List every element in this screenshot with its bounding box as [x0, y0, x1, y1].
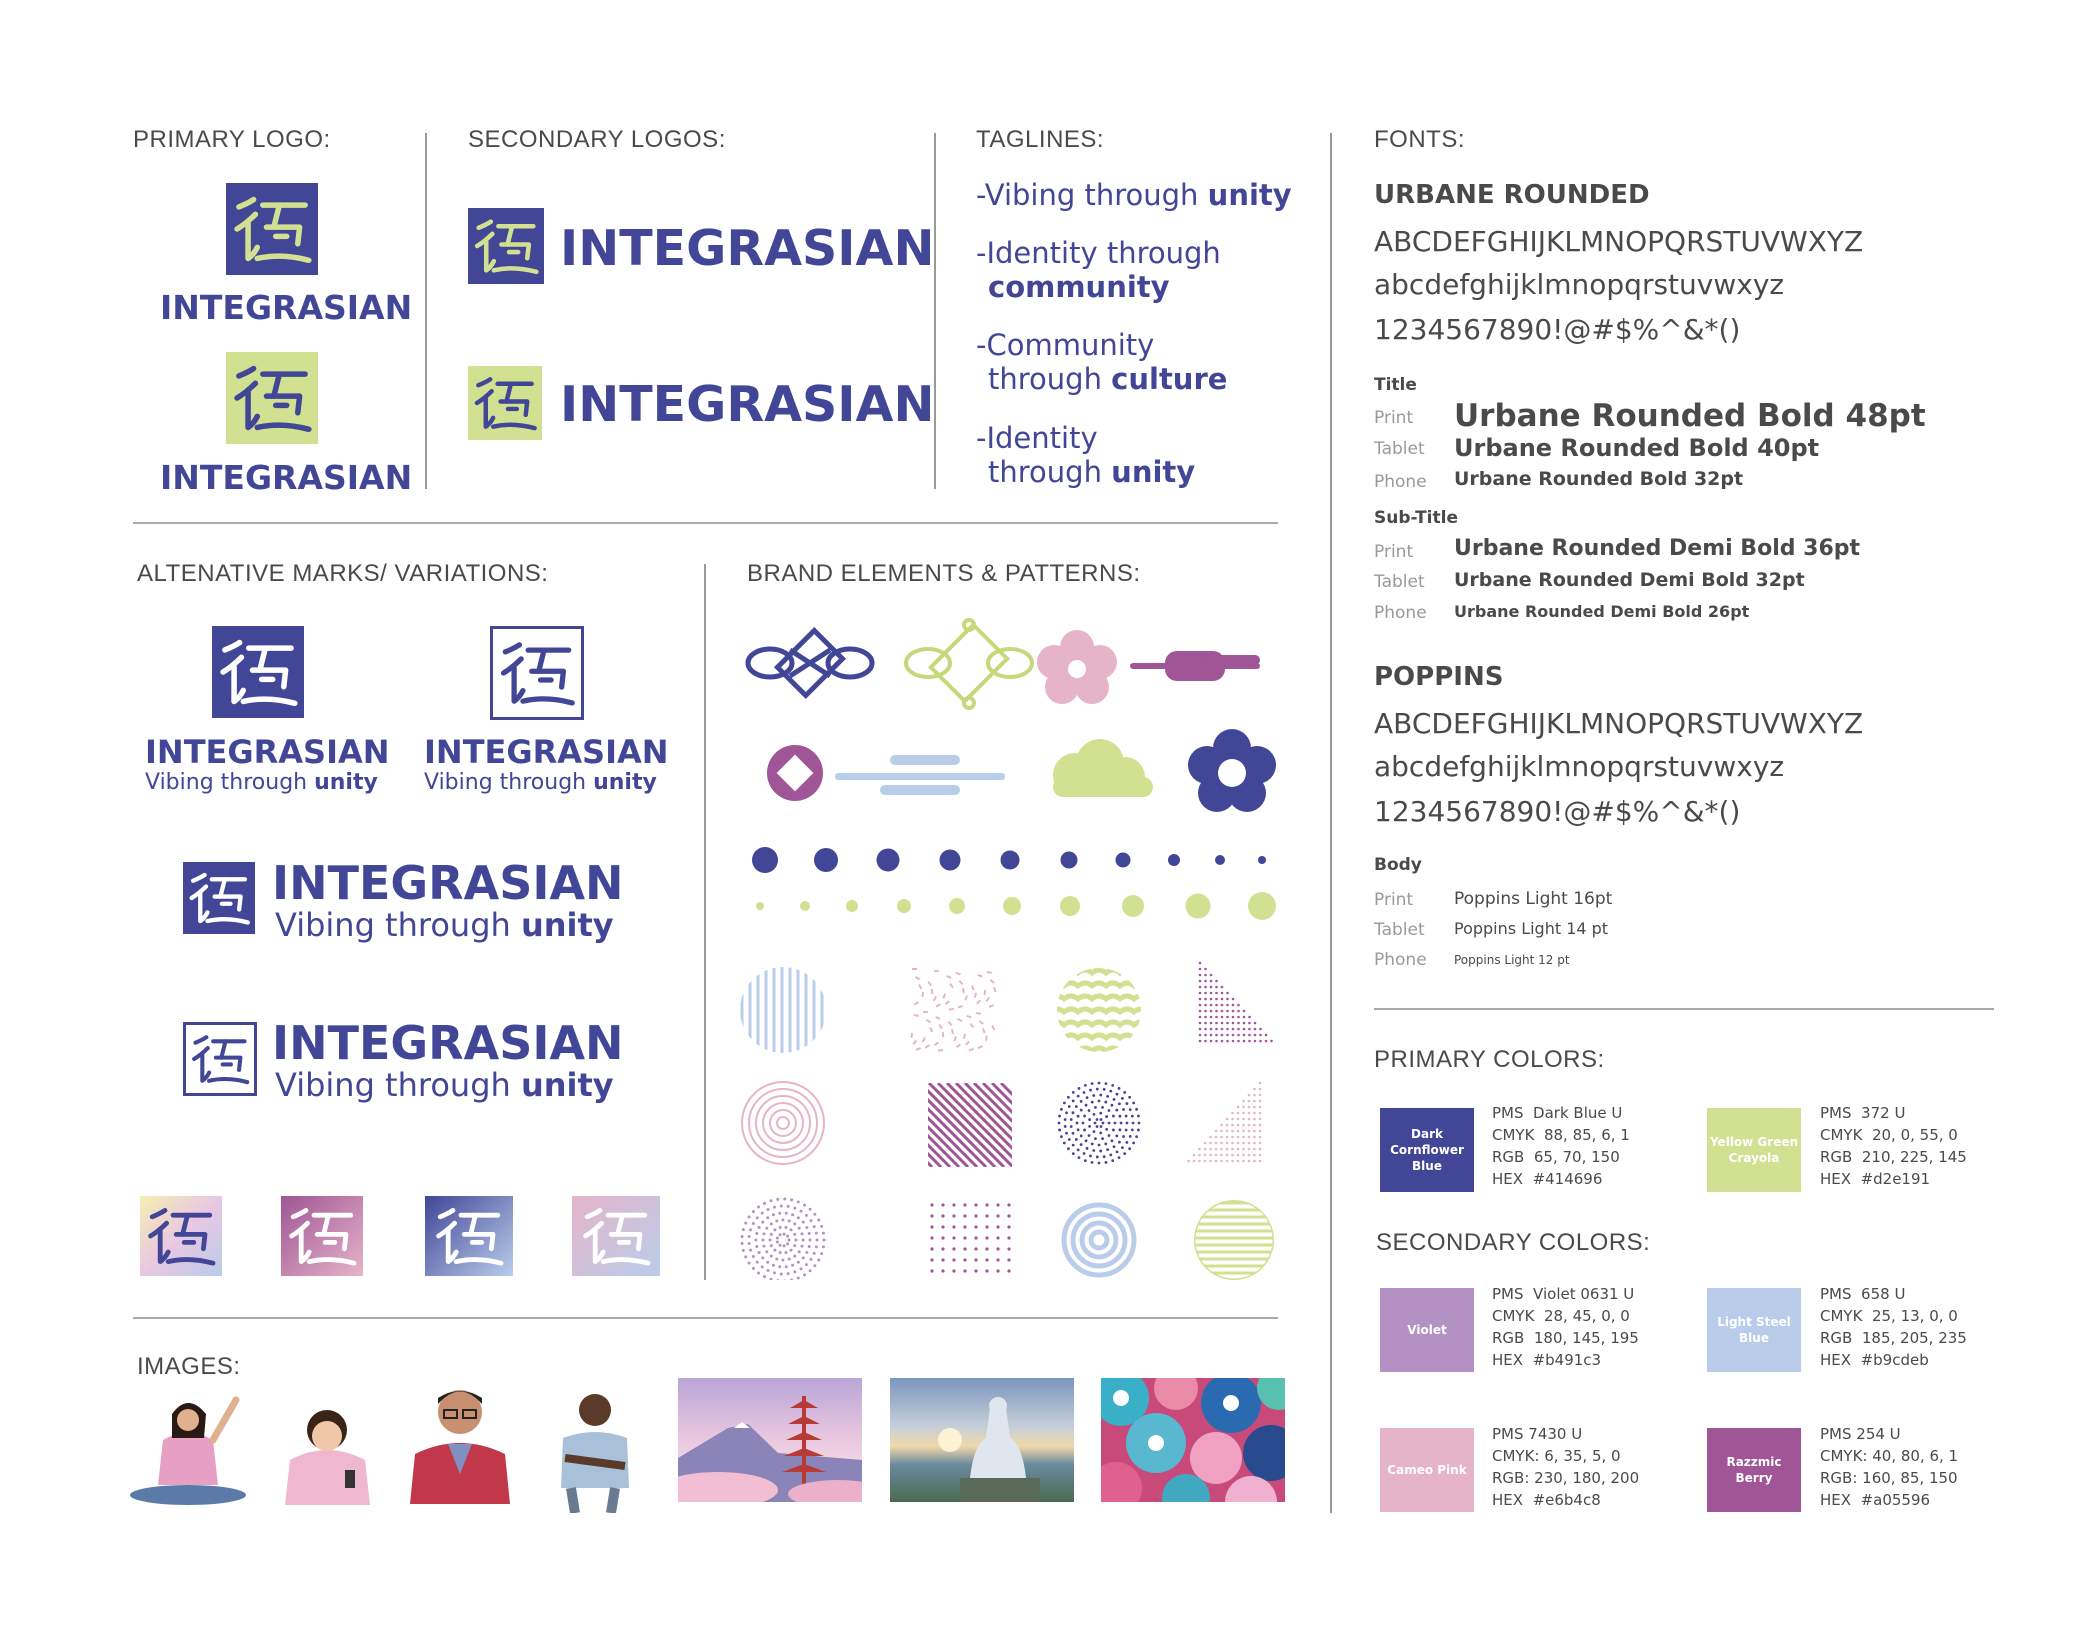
divider: [934, 133, 936, 489]
blossom-icon-blue: [1188, 729, 1276, 812]
brand-patterns: [740, 615, 1280, 1280]
photo-woman-sitting: [128, 1380, 248, 1505]
title-tablet-label: Tablet: [1374, 439, 1425, 459]
dotted-radial-circle-purple: [741, 1198, 826, 1280]
primary-logo-wordmark: INTEGRASIAN: [160, 288, 413, 327]
alt-mark-wordmark: INTEGRASIAN: [145, 733, 390, 771]
poppins-uppercase: ABCDEFGHIJKLMNOPQRSTUVWXYZ: [1374, 707, 1864, 740]
striped-circle-green: [1190, 1200, 1280, 1280]
alt-mark-horizontal-wordmark: INTEGRASIAN: [272, 856, 624, 910]
alt-mark-filled: [212, 626, 304, 718]
color-spec-dark-cornflower-blue: PMS Dark Blue U CMYK 88, 85, 6, 1 RGB 65, 70, 150 HEX #414696: [1492, 1104, 1630, 1188]
swatch-dark-cornflower-blue: Dark Cornflower Blue: [1380, 1108, 1474, 1192]
alt-mark-outline-wordmark: INTEGRASIAN: [424, 733, 669, 771]
subtitle-phone-label: Phone: [1374, 603, 1427, 623]
gradient-mark-1: [140, 1196, 222, 1276]
urbane-lowercase: abcdefghijklmnopqrstuvwxyz: [1374, 268, 1785, 301]
title-tablet-spec: Urbane Rounded Bold 40pt: [1454, 434, 1820, 462]
dotted-circle-blue: [1058, 1082, 1141, 1165]
body-label: Body: [1374, 855, 1422, 875]
photo-paper-fans: [1101, 1378, 1285, 1502]
gradient-mark-2: [281, 1196, 363, 1276]
alt-mark-horizontal-filled: [183, 862, 255, 934]
confetti-square-pink: [911, 968, 997, 1052]
alt-mark-outline-tagline: Vibing through unity: [424, 770, 657, 795]
diamond-ring-icon: [767, 745, 823, 801]
primary-logo-wordmark-alt: INTEGRASIAN: [160, 458, 413, 497]
tagline-1: -Vibing through unity: [976, 178, 1292, 212]
title-label: Title: [1374, 375, 1417, 395]
taglines-header: TAGLINES:: [976, 126, 1105, 153]
swatch-light-steel-blue: Light Steel Blue: [1707, 1288, 1801, 1372]
tagline-4: -Identity through unity: [976, 421, 1196, 489]
photo-woman-phone: [275, 1390, 380, 1505]
color-spec-yellow-green-crayola: PMS 372 U CMYK 20, 0, 55, 0 RGB 210, 225, 145 HEX #d2e191: [1820, 1104, 1967, 1188]
divider: [425, 133, 427, 489]
blossom-icon-pink: [1037, 630, 1117, 704]
secondary-colors-header: SECONDARY COLORS:: [1376, 1229, 1651, 1256]
subtitle-phone-spec: Urbane Rounded Demi Bold 26pt: [1454, 602, 1750, 621]
secondary-logo-mark-green: [468, 366, 542, 440]
poppins-lowercase: abcdefghijklmnopqrstuvwxyz: [1374, 750, 1785, 783]
urbane-digits: 1234567890!@#$%^&*(): [1374, 313, 1741, 346]
swatch-razzmic-berry: Razzmic Berry: [1707, 1428, 1801, 1512]
secondary-logos-header: SECONDARY LOGOS:: [468, 126, 726, 153]
body-phone-label: Phone: [1374, 950, 1427, 970]
primary-logo-header: PRIMARY LOGO:: [133, 126, 331, 153]
divider: [133, 1317, 1278, 1319]
alt-marks-header: ALTENATIVE MARKS/ VARIATIONS:: [137, 560, 549, 587]
subtitle-tablet-label: Tablet: [1374, 572, 1425, 592]
images-header: IMAGES:: [137, 1353, 241, 1380]
alt-mark-horizontal-tagline: Vibing through unity: [275, 906, 614, 944]
striped-circle-blue: [742, 965, 822, 1055]
tagline-2: -Identity through community: [976, 236, 1221, 304]
alt-mark-outline: [490, 626, 584, 720]
title-phone-spec: Urbane Rounded Bold 32pt: [1454, 468, 1744, 490]
subtitle-tablet-spec: Urbane Rounded Demi Bold 32pt: [1454, 569, 1805, 591]
gradient-mark-4: [572, 1196, 660, 1276]
divider: [133, 522, 1278, 524]
dotted-triangle-pink: [1187, 1082, 1261, 1163]
concentric-circle-blue: [1064, 1205, 1134, 1275]
body-phone-spec: Poppins Light 12 pt: [1454, 953, 1570, 967]
photo-buddha-statue: [890, 1378, 1074, 1502]
cloud-icon-green: [1053, 739, 1153, 797]
divider: [1330, 133, 1332, 1513]
color-spec-razzmic-berry: PMS 254 U CMYK: 40, 80, 6, 1 RGB: 160, 85, 150 HEX #a05596: [1820, 1425, 1959, 1509]
dots-row-green: [756, 892, 1276, 920]
body-print-spec: Poppins Light 16pt: [1454, 889, 1613, 909]
photo-pagoda-mountain: [678, 1378, 862, 1502]
poppins-digits: 1234567890!@#$%^&*(): [1374, 795, 1741, 828]
swatch-cameo-pink: Cameo Pink: [1380, 1428, 1474, 1512]
primary-logo-mark-green: [226, 352, 318, 444]
title-print-spec: Urbane Rounded Bold 48pt: [1454, 398, 1926, 434]
subtitle-print-label: Print: [1374, 542, 1414, 562]
divider: [704, 564, 706, 1280]
swatch-violet: Violet: [1380, 1288, 1474, 1372]
body-tablet-spec: Poppins Light 14 pt: [1454, 919, 1609, 938]
poppins-font-name: POPPINS: [1374, 662, 1504, 692]
alt-mark-horizontal-outline: [183, 1022, 257, 1096]
title-print-label: Print: [1374, 408, 1414, 428]
knot-icon-blue: [748, 630, 872, 695]
color-spec-violet: PMS Violet 0631 U CMYK 28, 45, 0, 0 RGB 180, 145, 195 HEX #b491c3: [1492, 1285, 1639, 1369]
swatch-yellow-green-crayola: Yellow Green Crayola: [1707, 1108, 1801, 1192]
primary-logo-mark-blue: [226, 183, 318, 275]
photo-man-glasses: [410, 1374, 510, 1504]
body-print-label: Print: [1374, 890, 1414, 910]
secondary-logo-wordmark-alt: INTEGRASIAN: [560, 376, 935, 433]
color-spec-light-steel-blue: PMS 658 U CMYK 25, 13, 0, 0 RGB 185, 205, 235 HEX #b9cdeb: [1820, 1285, 1967, 1369]
concentric-circle-pink: [742, 1082, 824, 1164]
secondary-logo-mark-blue: [468, 208, 544, 284]
secondary-logo-wordmark: INTEGRASIAN: [560, 220, 935, 277]
subtitle-print-spec: Urbane Rounded Demi Bold 36pt: [1454, 536, 1861, 561]
dots-row-blue: [752, 847, 1266, 873]
knot-icon-green: [906, 620, 1032, 708]
dot-grid-purple: [930, 1203, 1010, 1280]
title-phone-label: Phone: [1374, 472, 1427, 492]
urbane-uppercase: ABCDEFGHIJKLMNOPQRSTUVWXYZ: [1374, 225, 1864, 258]
diagonal-stripes-berry: [848, 1083, 1085, 1167]
photo-young-man: [555, 1378, 635, 1513]
divider: [1374, 1008, 1994, 1010]
cloud-lines-icon-berry: [1130, 651, 1260, 681]
tagline-3: -Community through culture: [976, 328, 1228, 396]
alt-mark-tagline: Vibing through unity: [145, 770, 378, 795]
alt-mark-horizontal-outline-wordmark: INTEGRASIAN: [272, 1016, 624, 1070]
brand-elements-header: BRAND ELEMENTS & PATTERNS:: [747, 560, 1141, 587]
urbane-font-name: URBANE ROUNDED: [1374, 180, 1650, 210]
color-spec-cameo-pink: PMS 7430 U CMYK: 6, 35, 5, 0 RGB: 230, 180, 200 HEX #e6b4c8: [1492, 1425, 1640, 1509]
primary-colors-header: PRIMARY COLORS:: [1374, 1046, 1605, 1073]
body-tablet-label: Tablet: [1374, 920, 1425, 940]
cloud-lines-icon-blue: [835, 755, 1005, 795]
fonts-header: FONTS:: [1374, 126, 1465, 153]
alt-mark-horizontal-outline-tagline: Vibing through unity: [275, 1066, 614, 1104]
wavy-circle-green: [1050, 970, 1162, 1051]
dotted-triangle-purple: [1199, 962, 1273, 1043]
gradient-mark-3: [425, 1196, 513, 1276]
subtitle-label: Sub-Title: [1374, 508, 1458, 528]
